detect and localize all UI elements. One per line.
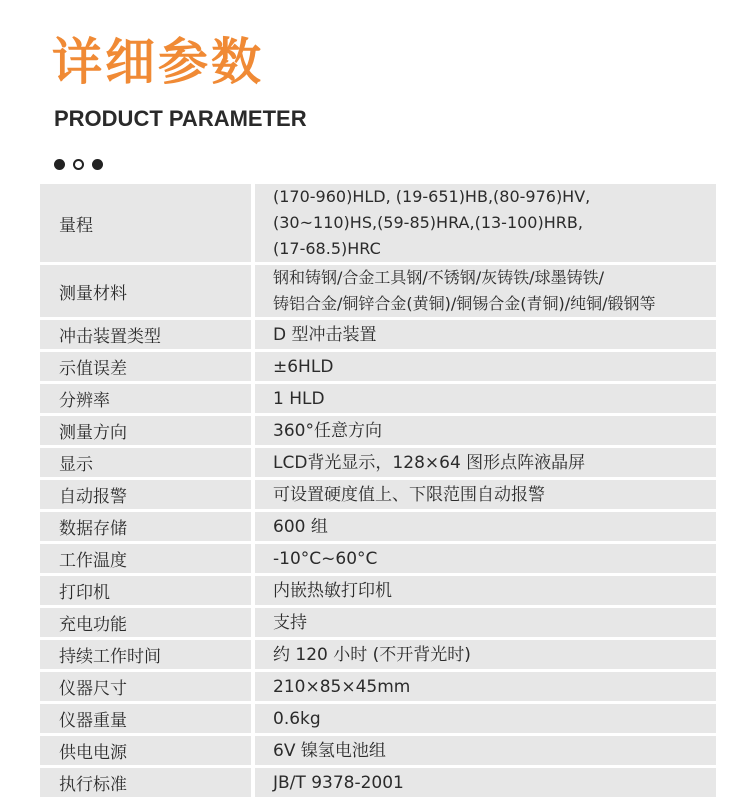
param-value: 600 组 bbox=[255, 512, 716, 541]
table-row bbox=[40, 576, 716, 605]
param-value: 可设置硬度值上、下限范围自动报警 bbox=[255, 480, 716, 509]
table-row bbox=[40, 672, 716, 701]
param-label: 持续工作时间 bbox=[40, 640, 251, 669]
dot-filled-icon bbox=[54, 159, 65, 170]
param-label: 自动报警 bbox=[40, 480, 251, 509]
param-label: 测量方向 bbox=[40, 416, 251, 445]
param-value: 钢和铸钢/合金工具钢/不锈钢/灰铸铁/球墨铸铁/ 铸铝合金/铜锌合金(黄铜)/铜锡合金(青铜)/纯铜/锻钢等 bbox=[255, 265, 716, 317]
param-value: 支持 bbox=[255, 608, 716, 637]
param-value: 约 120 小时 (不开背光时) bbox=[255, 640, 716, 669]
param-value: -10°C~60°C bbox=[255, 544, 716, 573]
table-row bbox=[40, 608, 716, 637]
param-value: 210×85×45mm bbox=[255, 672, 716, 701]
table-row bbox=[40, 544, 716, 573]
param-label: 数据存储 bbox=[40, 512, 251, 541]
table-row bbox=[40, 768, 716, 797]
dot-hollow-icon bbox=[73, 159, 84, 170]
param-label: 仪器重量 bbox=[40, 704, 251, 733]
param-label: 供电电源 bbox=[40, 736, 251, 765]
param-label: 示值误差 bbox=[40, 352, 251, 381]
page-title: 详细参数 bbox=[52, 33, 264, 91]
table-row bbox=[40, 416, 716, 445]
param-value: 6V 镍氢电池组 bbox=[255, 736, 716, 765]
param-value: 内嵌热敏打印机 bbox=[255, 576, 716, 605]
page-subtitle: PRODUCT PARAMETER bbox=[54, 106, 307, 131]
table-row bbox=[40, 448, 716, 477]
dot-filled-icon bbox=[92, 159, 103, 170]
param-value: (170-960)HLD, (19-651)HB,(80-976)HV, (30~110)HS,(59-85)HRA,(13-100)HRB, (17-68.5)HRC bbox=[255, 184, 716, 262]
param-label: 工作温度 bbox=[40, 544, 251, 573]
table-row bbox=[40, 480, 716, 509]
param-label: 量程 bbox=[40, 184, 251, 262]
param-label: 显示 bbox=[40, 448, 251, 477]
table-row bbox=[40, 512, 716, 541]
param-value: ±6HLD bbox=[255, 352, 716, 381]
param-label: 分辨率 bbox=[40, 384, 251, 413]
param-label: 执行标准 bbox=[40, 768, 251, 797]
param-value: 1 HLD bbox=[255, 384, 716, 413]
param-value: 360°任意方向 bbox=[255, 416, 716, 445]
decorative-dots bbox=[54, 159, 103, 170]
table-row bbox=[40, 384, 716, 413]
param-value: D 型冲击装置 bbox=[255, 320, 716, 349]
param-label: 仪器尺寸 bbox=[40, 672, 251, 701]
param-label: 充电功能 bbox=[40, 608, 251, 637]
param-label: 打印机 bbox=[40, 576, 251, 605]
param-label: 测量材料 bbox=[40, 265, 251, 317]
table-row bbox=[40, 184, 716, 262]
param-value: 0.6kg bbox=[255, 704, 716, 733]
table-row bbox=[40, 265, 716, 317]
parameter-table bbox=[40, 181, 716, 800]
param-value: LCD背光显示，128×64 图形点阵液晶屏 bbox=[255, 448, 716, 477]
table-row bbox=[40, 640, 716, 669]
table-row bbox=[40, 320, 716, 349]
table-row bbox=[40, 736, 716, 765]
table-row bbox=[40, 352, 716, 381]
param-value: JB/T 9378-2001 bbox=[255, 768, 716, 797]
table-row bbox=[40, 704, 716, 733]
param-label: 冲击装置类型 bbox=[40, 320, 251, 349]
